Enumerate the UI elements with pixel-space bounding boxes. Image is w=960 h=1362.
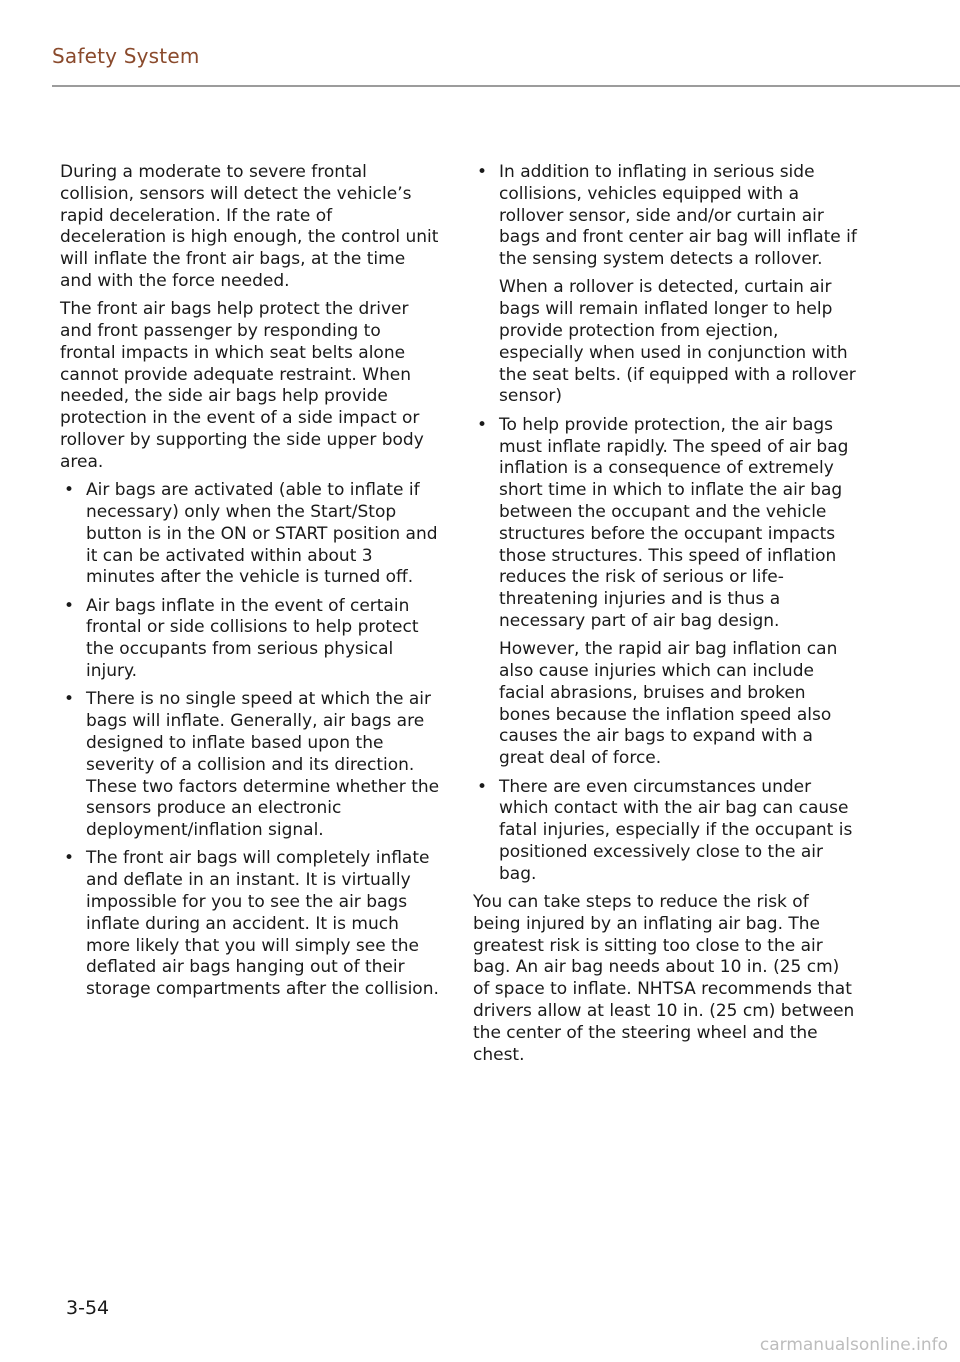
list-item [473, 777, 860, 886]
left-bullet-list [60, 480, 440, 1001]
right-column [473, 162, 860, 1073]
list-item: • Air bags are activated (able to inflate if necessary) only when the Start/Stop button is in the ON or START position and it can be activated within about 3 minutes after the vehicle is turned off. [60, 480, 440, 589]
list-item [473, 415, 860, 770]
header-divider [52, 85, 960, 87]
risk-reduction-paragraph: You can take steps to reduce the risk of being injured by an inflating air bag. The greatest risk is sitting too close to the air bag. An air bag needs about 10 in. (25 cm) of space to inflate. NHTSA recommends that drivers allow at least 10 in. (25 cm) between the center of the steering wheel and the chest. [473, 892, 855, 1065]
rollover-subtext: When a rollover is detected, curtain air bags will remain inflated longer to help provide protection from ejection, especially when used in conjunction with the seat belts. (if equipped with a rollover sensor) [499, 277, 856, 407]
page-number: 3-54 [66, 1297, 110, 1319]
right-bullet-list [473, 162, 860, 886]
front-airbag-paragraph: The front air bags help protect the driver and front passenger by responding to frontal impacts in which seat belts alone cannot provide adequate restraint. When needed, the side air bags help provide protection in the event of a side impact or rollover by supporting the side upper body area. [60, 299, 424, 472]
list-item: • Air bags inflate in the event of certain frontal or side collisions to help protect the occupants from serious physical injury. [60, 596, 440, 683]
list-item: • The front air bags will completely inflate and deflate in an instant. It is virtually impossible for you to see the air bags inflate during an accident. It is much more likely that you will simply see the deflated air bags hanging out of their storage compartments after the collision. [60, 848, 440, 1001]
inflation-speed-text: • To help provide protection, the air bags must inflate rapidly. The speed of air bag inflation is a consequence of extremely short time in which to inflate the air bag between the occupant and the vehicle structures before the occupant impacts those structures. This speed of inflation reduces the risk of serious or life-threatening injuries and is thus a necessary part of air bag design. [499, 414, 849, 631]
intro-paragraph: During a moderate to severe frontal collision, sensors will detect the vehicle’s rapid deceleration. If the rate of deceleration is high enough, the control unit will inflate the front air bags, at the time and with the force needed. [60, 162, 439, 291]
rollover-text: • In addition to inflating in serious side collisions, vehicles equipped with a rollover sensor, side and/or curtain air bags and front center air bag will inflate if the sensing system detects a rollover. [499, 162, 857, 270]
list-item [473, 162, 860, 408]
inflation-injury-subtext: However, the rapid air bag inflation can also cause injuries which can include facial abrasions, bruises and broken bones because the inflation speed also causes the air bags to expand with a great deal of force. [499, 639, 838, 769]
watermark: carmanualsonline.info [759, 1335, 948, 1355]
left-column [60, 162, 440, 1007]
list-item: • There is no single speed at which the air bags will inflate. Generally, air bags are designed to inflate based upon the severity of a collision and its direction. These two factors determine whether the sensors produce an electronic deployment/inflation signal. [60, 689, 440, 842]
section-title: Safety System [52, 44, 200, 68]
fatal-injury-text: • There are even circumstances under which contact with the air bag can cause fatal injuries, especially if the occupant is positioned excessively close to the air bag. [499, 776, 853, 884]
